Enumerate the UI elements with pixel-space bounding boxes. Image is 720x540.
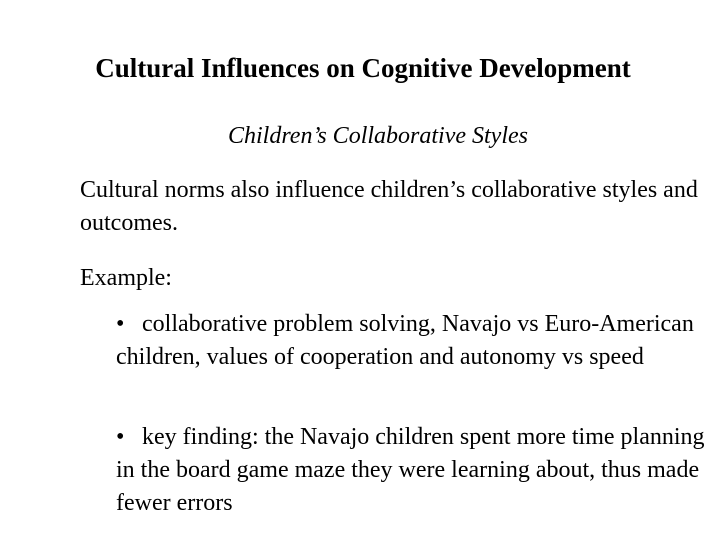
bullet-icon: • [116,424,125,450]
example-label: Example: [80,265,172,291]
slide-subtitle: Children’s Collaborative Styles [228,123,528,149]
slide-title: Cultural Influences on Cognitive Development [95,53,631,83]
bullet-icon: • [116,311,125,337]
bullet-item [116,421,716,520]
intro-paragraph: Cultural norms also influence children’s collaborative styles and outcomes. [80,177,698,236]
bullet-item [116,308,716,374]
bullet-text: key finding: the Navajo children spent more time planning in the board game maze they were learning about, thus made fewer errors [116,424,705,516]
bullet-text: collaborative problem solving, Navajo vs Euro-American children, values of cooperation and autonomy vs speed [116,311,694,370]
